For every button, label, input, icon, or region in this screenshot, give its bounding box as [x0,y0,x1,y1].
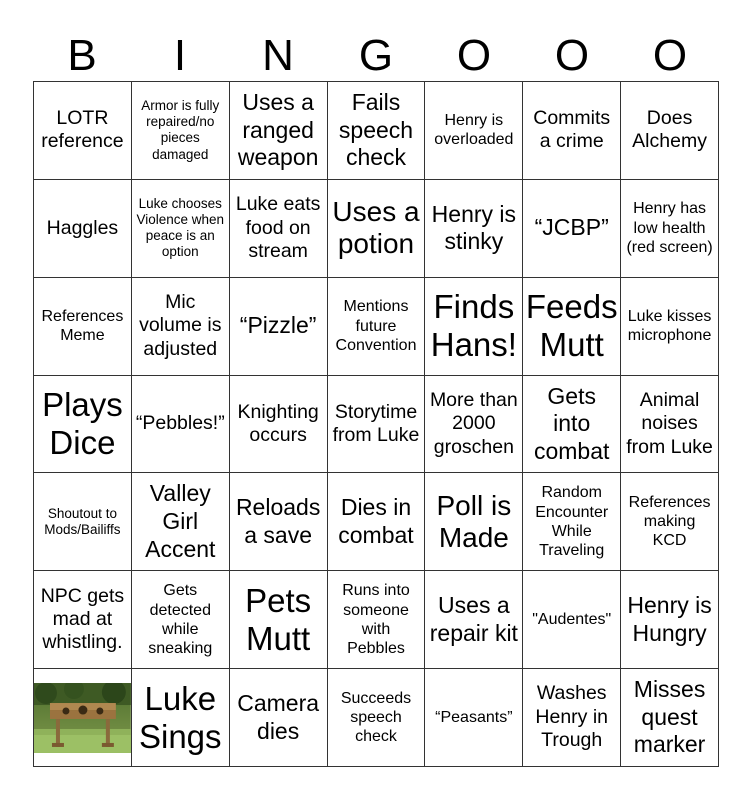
bingo-cell[interactable]: Uses a ranged weapon [230,82,328,180]
header-letter: G [358,31,394,80]
bingo-cell[interactable]: “Peasants” [425,669,523,767]
bingo-cell[interactable]: "Audentes" [523,571,621,669]
bingo-cell[interactable]: Succeeds speech check [328,669,426,767]
bingo-cell[interactable]: “JCBP” [523,180,621,278]
bingo-cell[interactable]: Misses quest marker [621,669,719,767]
header-letter: N [262,31,294,80]
bingo-cell[interactable]: Poll is Made [425,473,523,571]
bingo-cell[interactable]: “Pizzle” [230,278,328,376]
bingo-cell[interactable]: Uses a repair kit [425,571,523,669]
bingo-cell[interactable]: Gets detected while sneaking [132,571,230,669]
bingo-cell[interactable]: Random Encounter While Traveling [523,473,621,571]
free-space-cell[interactable] [34,669,132,767]
bingo-cell[interactable]: Feeds Mutt [523,278,621,376]
bingo-cell[interactable]: Henry is stinky [425,180,523,278]
header-letter: O [554,31,590,80]
bingo-cell[interactable]: Luke Sings [132,669,230,767]
bingo-cell[interactable]: Armor is fully repaired/no pieces damaged [132,82,230,180]
bingo-cell[interactable]: Henry is Hungry [621,571,719,669]
bingo-cell[interactable]: Reloads a save [230,473,328,571]
bingo-cell[interactable]: LOTR reference [34,82,132,180]
bingo-cell[interactable]: Luke eats food on stream [230,180,328,278]
bingo-cell[interactable]: Animal noises from Luke [621,376,719,474]
bingo-cell[interactable]: NPC gets mad at whistling. [34,571,132,669]
bingo-cell[interactable]: References Meme [34,278,132,376]
bingo-cell[interactable]: References making KCD [621,473,719,571]
bingo-cell[interactable]: Commits a crime [523,82,621,180]
bingo-cell[interactable]: “Pebbles!” [132,376,230,474]
bingo-cell[interactable]: Henry is overloaded [425,82,523,180]
header-letter: B [67,31,97,80]
bingo-header [33,30,719,82]
bingo-cell[interactable]: Haggles [34,180,132,278]
bingo-cell[interactable]: Valley Girl Accent [132,473,230,571]
bingo-cell[interactable]: Gets into combat [523,376,621,474]
bingo-cell[interactable]: Storytime from Luke [328,376,426,474]
bingo-cell[interactable]: Mic volume is adjusted [132,278,230,376]
bingo-cell[interactable]: More than 2000 groschen [425,376,523,474]
bingo-cell[interactable]: Does Alchemy [621,82,719,180]
bingo-cell[interactable]: Runs into someone with Pebbles [328,571,426,669]
bingo-cell[interactable]: Knighting occurs [230,376,328,474]
bingo-cell[interactable]: Luke kisses microphone [621,278,719,376]
bingo-cell[interactable]: Washes Henry in Trough [523,669,621,767]
bingo-cell[interactable]: Finds Hans! [425,278,523,376]
bingo-cell[interactable]: Luke chooses Violence when peace is an option [132,180,230,278]
bingo-cell[interactable]: Dies in combat [328,473,426,571]
pillory-stocks-image [34,683,131,753]
header-letter: O [456,31,492,80]
bingo-cell[interactable]: Uses a potion [328,180,426,278]
bingo-cell[interactable]: Camera dies [230,669,328,767]
bingo-cell[interactable]: Henry has low health (red screen) [621,180,719,278]
bingo-cell[interactable]: Pets Mutt [230,571,328,669]
header-letter: O [652,31,688,80]
bingo-board [33,81,719,767]
bingo-cell[interactable]: Shoutout to Mods/Bailiffs [34,473,132,571]
bingo-cell[interactable]: Mentions future Convention [328,278,426,376]
bingo-cell[interactable]: Plays Dice [34,376,132,474]
bingo-cell[interactable]: Fails speech check [328,82,426,180]
header-letter: I [173,31,187,80]
